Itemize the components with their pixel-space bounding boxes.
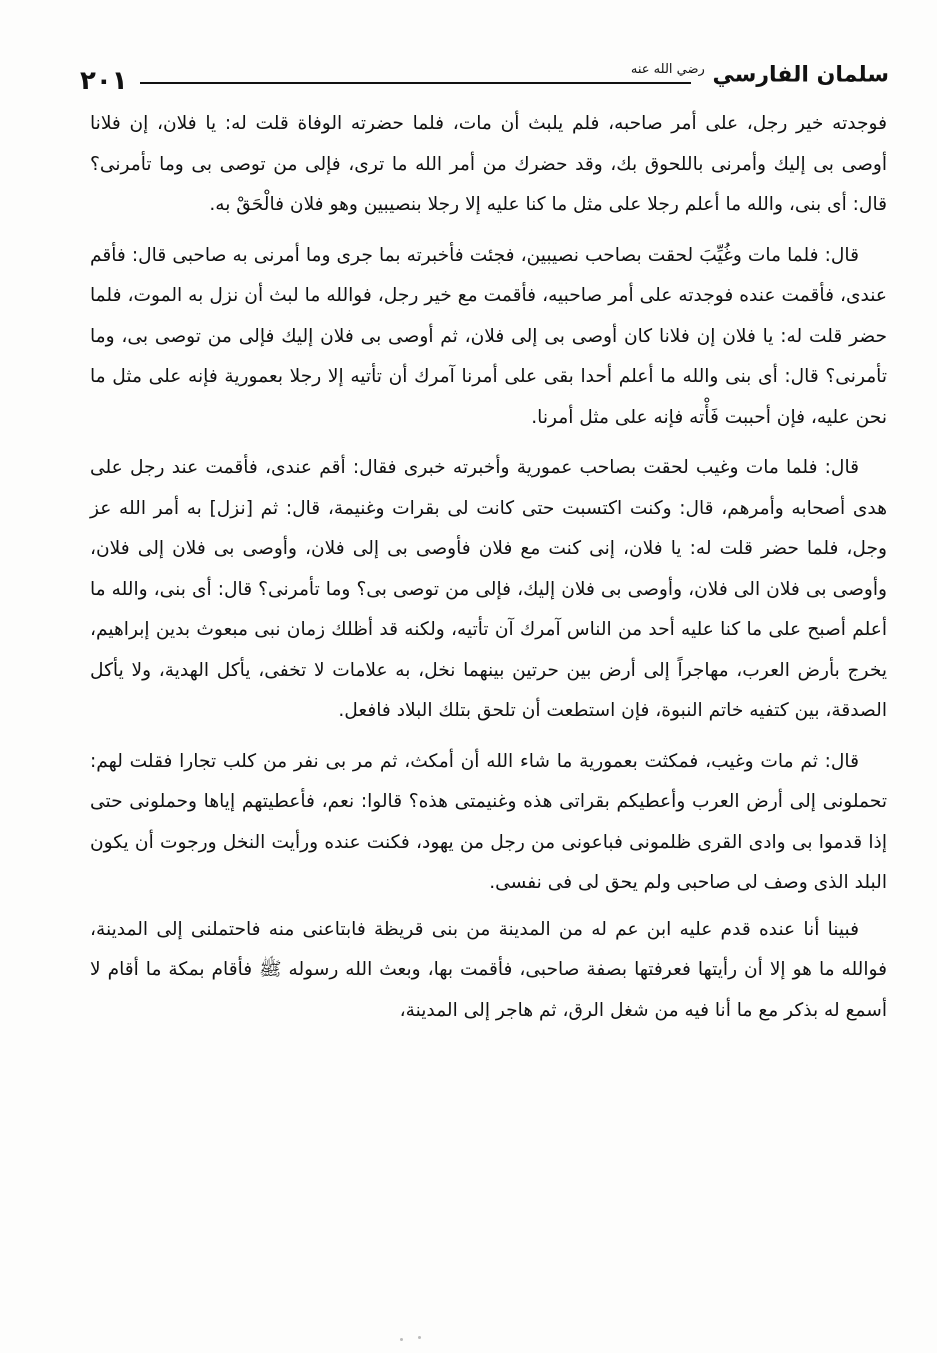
scan-artifact — [418, 1336, 421, 1339]
paragraph-5: فبينا أنا عنده قدم عليه ابن عم له من المدينة من بنى قريظة فابتاعنى منه فاحتملنى إلى المدينة، فوالله ما هو إلا أن رأيتها فعرفتها بصفة صاحبى، فأقمت بها، وبعث الله رسوله ﷺ فأقام بمكة ما أقام لا أسمع له بذكر مع ما أنا فيه من شغل الرق، ثم هاجر إلى المدينة، — [90, 918, 887, 1021]
honorific: رضي الله عنه — [630, 62, 705, 77]
paragraph-2: قال: فلما مات وغُيِّبَ لحقت بصاحب نصيبين، فجئت فأخبرته بما جرى وما أمرنى به صاحبى قال: فأقم عندى، فأقمت عنده فوجدته على أمر صاحبيه، فأقمت مع خير رجل، فوالله ما لبث أن نزل به الموت، فلما حضر قلت له: يا فلان إن فلانا كان أوصى بى إلى فلان، ثم أوصى بى فلان إليك فإلى من توصى بى، وما تأمرنى؟ قال: أى بنى والله ما أعلم أحدا بقى على أمرنا آمرك أن تأتيه إلا رجلا بعمورية فإنه على مثل ما نحن عليه، فإن أحببت فَأْته فإنه على مثل أمرنا. — [90, 244, 887, 428]
paragraph-3: قال: فلما مات وغيب لحقت بصاحب عمورية وأخبرته خبرى فقال: أقم عندى، فأقمت عند رجل على هدى أصحابه وأمرهم، قال: وكنت اكتسبت حتى كانت لى بقرات وغنيمة، قال: ثم [نزل] به أمر الله عز وجل، فلما حضر قلت له: يا فلان، إنى كنت مع فلان فأوصى بى إلى فلان، وأوصى بى فلان إلى فلان، وأوصى بى فلان الى فلان، وأوصى بى فلان إليك، فإلى من توصى بى؟ وما تأمرنى؟ قال: أى بنى، والله ما أعلم أصبح على ما كنا عليه أحد من الناس آمرك آن تأتيه، ولكنه قد أظلك زمان نبى مبعوث بدين إبراهيم، يخرج بأرض العرب، مهاجراً إلى أرض بين حرتين بينهما نخل، به علامات لا تخفى، يأكل الهدية، ولا يأكل الصدقة، بين كتفيه خاتم النبوة، فإن استطعت أن تلحق بتلك البلاد فافعل. — [90, 457, 887, 721]
running-title-text: سلمان الفارسي — [712, 62, 889, 88]
paragraph-4: قال: ثم مات وغيب، فمكثت بعمورية ما شاء الله أن أمكث، ثم مر بى نفر من كلب تجارا فقلت لهم: تحملونى إلى أرض العرب وأعطيكم بقراتى هذه وغنيمتى هذه؟ قالوا: نعم، فأعطيتهم إياها وحملونى حتى إذا قدموا بى وادى القرى ظلمونى فباعونى من رجل من يهود، فكنت عنده ورأيت النخل ورجوت أن يكون البلد الذى وصف لى صاحبى ولم يحق لى فى نفسى. — [90, 750, 887, 893]
page-header — [80, 58, 889, 98]
body-text — [90, 104, 887, 1041]
header-rule — [140, 82, 691, 84]
scan-artifact — [400, 1338, 403, 1341]
page-number: ٢٠١ — [80, 66, 128, 96]
running-title — [631, 62, 889, 87]
paragraph-1: فوجدته خير رجل، على أمر صاحبه، فلم يلبث أن مات، فلما حضرته الوفاة قلت له: يا فلان، إن فلانا أوصى بى إليك وأمرنى باللحوق بك، وقد حضرك من أمر الله ما ترى، فإلى من توصى بى وما تأمرنى؟ قال: أى بنى، والله ما أعلم رجلا على مثل ما كنا عليه إلا رجلا بنصيبين وهو فلان فالْحَقْ به. — [90, 113, 887, 215]
